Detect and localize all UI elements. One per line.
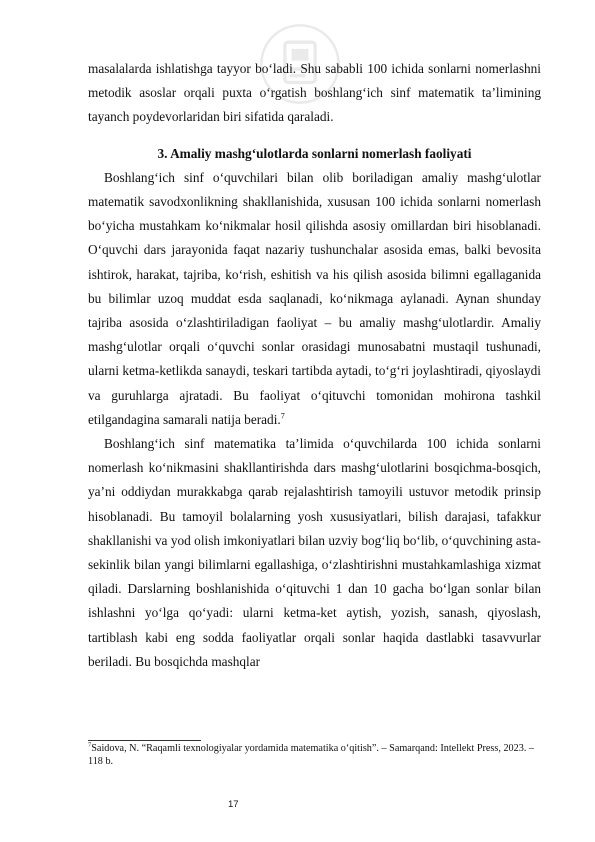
footnote-text: Saidova, N. “Raqamli texnologiyalar yordamida matematika o‘qitish”. – Samarqand: Intellekt Press, 2023. – 118 b. <box>88 743 535 767</box>
footnote-ref[interactable]: 7 <box>280 411 285 421</box>
footnote <box>88 742 541 768</box>
paragraph-practical-lessons <box>88 166 541 432</box>
paragraph-step-by-step: Boshlang‘ich sinf matematika ta’limida o‘quvchilarda 100 ichida sonlarni nomerlash ko‘nikmasini shakllantirishda dars mashg‘ulotlarini bosqichma-bosqich, ya’ni oddiydan murakkabga qarab rejalashtirish tamoyili ustuvor metodik prinsip hisoblanadi. Bu tamoyil bolalarning yosh xususiyatlari, bilish darajasi, tafakkur shakllanishi va yod olish imkoniyatlari bilan uzviy bog‘liq bo‘lib, o‘quvchining asta-sekinlik bilan yangi bilimlarni egallashiga, o‘zlashtirishni mustahkamlashiga xizmat qiladi. Darslarning boshlanishida o‘qituvchi 1 dan 10 gacha bo‘lgan sonlar bilan ishlashni yo‘lga qo‘yadi: ularni ketma-ket aytish, yozish, sanash, qiyoslash, tartiblash kabi eng sodda faoliyatlar orqali sonlar haqida dastlabki tasavvurlar beriladi. Bu bosqichda mashqlar <box>88 436 541 669</box>
footnote-divider <box>88 740 201 741</box>
footnote-marker: 7 <box>88 741 92 749</box>
page-number: 17 <box>228 799 239 810</box>
page-body <box>88 57 541 674</box>
section-heading: 3. Amaliy mashg‘ulotlarda sonlarni nomerlash faoliyati <box>157 145 472 161</box>
paragraph-intro: masalalarda ishlatishga tayyor bo‘ladi. Shu sababli 100 ichida sonlarni nomerlashni metodik asoslar orqali puxta o‘rgatish boshlang‘ich sinf matematik ta’limining tayanch poydevorlaridan biri sifatida qaraladi. <box>88 61 541 125</box>
paragraph-practical-lessons-text: Boshlang‘ich sinf o‘quvchilari bilan olib boriladigan amaliy mashg‘ulotlar matematik savodxonlikning shakllanishida, xususan 100 ichida sonlarni nomerlash bo‘yicha mustahkam ko‘nikmalar hosil qilishda asosiy omillardan biri hisoblanadi. O‘quvchi dars jarayonida faqat nazariy tushunchalar asosida emas, balki bevosita ishtirok, harakat, tajriba, ko‘rish, eshitish va his qilish asosida bilimni egallaganida bu bilimlar uzoq muddat esda saqlanadi, ko‘nikmaga aylanadi. Aynan shunday tajriba asosida o‘zlashtiriladigan faoliyat – bu amaliy mashg‘ulotlardir. Amaliy mashg‘ulotlar orqali o‘quvchi sonlar orasidagi munosabatni mustaqil tushunadi, ularni ketma-ketlikda sanaydi, teskari tartibda aytadi, to‘g‘ri joylashtiradi, qiyoslaydi va guruhlarga ajratadi. Bu faoliyat o‘qituvchi tomonidan mohirona tashkil etilgandagina samarali natija beradi. <box>88 169 541 427</box>
